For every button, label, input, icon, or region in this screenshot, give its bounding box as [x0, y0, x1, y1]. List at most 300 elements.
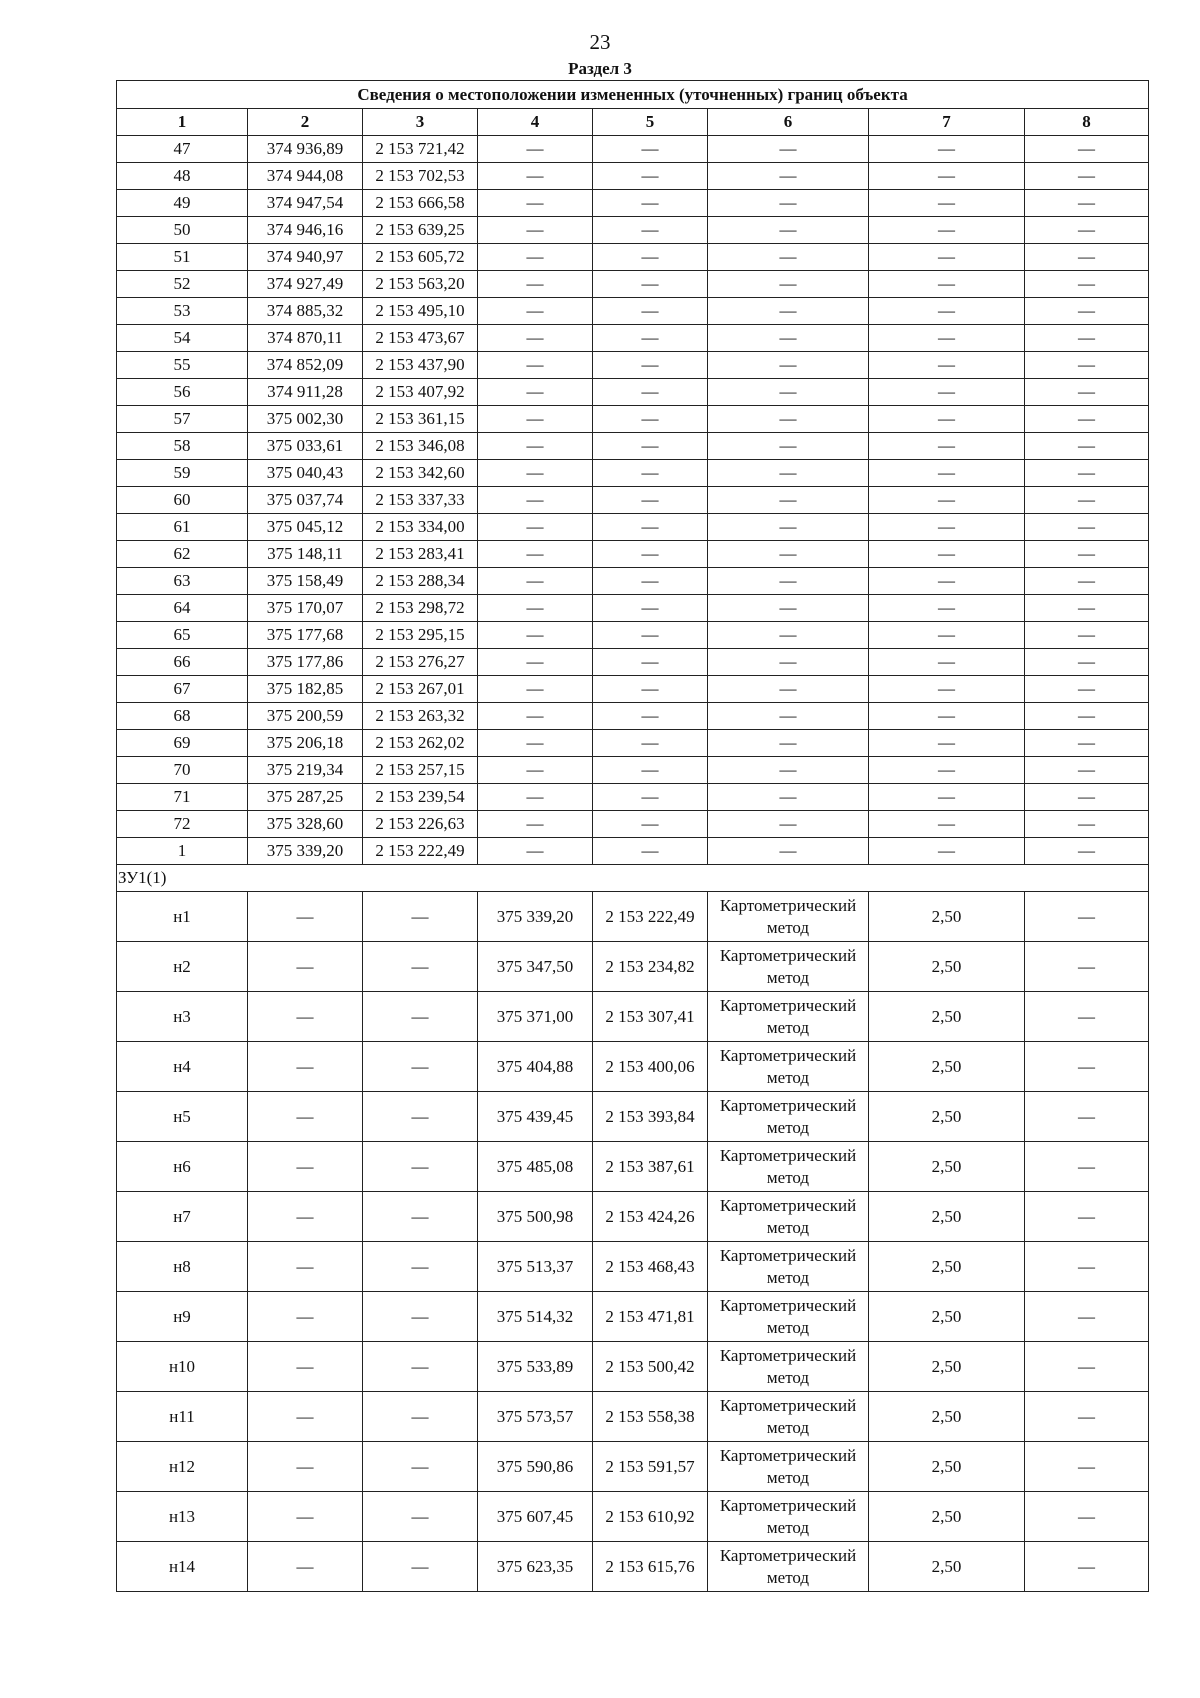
table-cell: — — [1025, 676, 1149, 703]
table-cell: — — [1025, 136, 1149, 163]
table-cell: 2 153 495,10 — [363, 298, 478, 325]
table-cell: — — [593, 298, 708, 325]
table-row — [117, 1542, 1149, 1592]
table-cell: 2 153 591,57 — [593, 1442, 708, 1492]
table-cell: — — [1025, 514, 1149, 541]
column-number: 5 — [593, 109, 708, 136]
table-cell: 64 — [117, 595, 248, 622]
table-cell: 2,50 — [869, 942, 1025, 992]
table-cell: 52 — [117, 271, 248, 298]
table-cell: 375 623,35 — [478, 1542, 593, 1592]
table-cell: — — [478, 514, 593, 541]
table-cell: н7 — [117, 1192, 248, 1242]
table-row — [117, 163, 1149, 190]
table-cell: — — [869, 352, 1025, 379]
table-cell: — — [478, 190, 593, 217]
table-row — [117, 244, 1149, 271]
table-cell: — — [869, 514, 1025, 541]
table-cell: — — [593, 244, 708, 271]
table-cell: 2 153 400,06 — [593, 1042, 708, 1092]
table-row — [117, 992, 1149, 1042]
table-cell: — — [1025, 1292, 1149, 1342]
table-cell: — — [478, 811, 593, 838]
table-row — [117, 325, 1149, 352]
table-cell: — — [1025, 163, 1149, 190]
table-row — [117, 1192, 1149, 1242]
table-cell: — — [1025, 433, 1149, 460]
table-cell: 374 927,49 — [248, 271, 363, 298]
table-cell: 2,50 — [869, 1142, 1025, 1192]
table-cell: н11 — [117, 1392, 248, 1442]
table-cell: — — [1025, 992, 1149, 1042]
table-cell: 2 153 342,60 — [363, 460, 478, 487]
table-cell: — — [708, 325, 869, 352]
table-cell: — — [478, 379, 593, 406]
table-cell: 2 153 393,84 — [593, 1092, 708, 1142]
table-cell: — — [478, 217, 593, 244]
table-cell: — — [248, 1242, 363, 1292]
table-cell: — — [593, 838, 708, 865]
table-cell: — — [1025, 892, 1149, 942]
table-cell: 375 328,60 — [248, 811, 363, 838]
table-cell: 50 — [117, 217, 248, 244]
table-cell: — — [593, 514, 708, 541]
method-cell: Картометрический метод — [708, 1242, 869, 1292]
table-cell: — — [869, 622, 1025, 649]
table-cell: 2 153 226,63 — [363, 811, 478, 838]
table-cell: — — [869, 703, 1025, 730]
table-cell: — — [708, 406, 869, 433]
table-cell: 2 153 234,82 — [593, 942, 708, 992]
table-cell: — — [708, 136, 869, 163]
table-cell: 2 153 262,02 — [363, 730, 478, 757]
table-caption-row — [117, 81, 1149, 109]
table-cell: 375 200,59 — [248, 703, 363, 730]
table-cell: — — [593, 163, 708, 190]
table-cell: 374 936,89 — [248, 136, 363, 163]
group-row — [117, 865, 1149, 892]
table-cell: — — [478, 271, 593, 298]
table-cell: — — [869, 379, 1025, 406]
table-cell: — — [248, 892, 363, 942]
table-cell: — — [708, 784, 869, 811]
table-cell: — — [478, 244, 593, 271]
table-cell: 375 500,98 — [478, 1192, 593, 1242]
table-cell: 2 153 222,49 — [363, 838, 478, 865]
table-cell: 2,50 — [869, 1092, 1025, 1142]
table-cell: н5 — [117, 1092, 248, 1142]
table-cell: — — [593, 595, 708, 622]
group-label: ЗУ1(1) — [117, 865, 1149, 892]
table-cell: 2 153 239,54 — [363, 784, 478, 811]
table-cell: — — [593, 271, 708, 298]
table-row — [117, 298, 1149, 325]
table-row — [117, 811, 1149, 838]
table-cell: — — [869, 811, 1025, 838]
table-cell: — — [593, 217, 708, 244]
table-row — [117, 1492, 1149, 1542]
table-row — [117, 942, 1149, 992]
table-cell: — — [478, 568, 593, 595]
table-cell: 2,50 — [869, 1242, 1025, 1292]
table-cell: — — [363, 1092, 478, 1142]
table-cell: — — [708, 649, 869, 676]
table-cell: н10 — [117, 1342, 248, 1392]
table-cell: 374 940,97 — [248, 244, 363, 271]
table-cell: 70 — [117, 757, 248, 784]
table-cell: н6 — [117, 1142, 248, 1192]
column-number: 3 — [363, 109, 478, 136]
table-cell: 2 153 257,15 — [363, 757, 478, 784]
table-cell: 2 153 473,67 — [363, 325, 478, 352]
table-row — [117, 460, 1149, 487]
table-cell: — — [593, 784, 708, 811]
method-cell: Картометрический метод — [708, 1092, 869, 1142]
table-cell: — — [708, 217, 869, 244]
table-cell: — — [593, 460, 708, 487]
table-cell: — — [363, 1542, 478, 1592]
table-cell: — — [593, 487, 708, 514]
column-number: 2 — [248, 109, 363, 136]
table-row — [117, 838, 1149, 865]
table-row — [117, 271, 1149, 298]
table-row — [117, 1442, 1149, 1492]
table-cell: 375 206,18 — [248, 730, 363, 757]
table-cell: 2 153 558,38 — [593, 1392, 708, 1442]
table-cell: 375 158,49 — [248, 568, 363, 595]
table-cell: — — [1025, 622, 1149, 649]
table-cell: — — [708, 622, 869, 649]
table-cell: — — [708, 271, 869, 298]
table-cell: — — [869, 190, 1025, 217]
table-cell: 2 153 263,32 — [363, 703, 478, 730]
table-cell: — — [478, 406, 593, 433]
table-cell: — — [869, 460, 1025, 487]
table-cell: — — [593, 622, 708, 649]
table-cell: 2 153 337,33 — [363, 487, 478, 514]
table-cell: 374 944,08 — [248, 163, 363, 190]
table-cell: 2,50 — [869, 1492, 1025, 1542]
table-row — [117, 595, 1149, 622]
table-row — [117, 784, 1149, 811]
table-cell: 2 153 298,72 — [363, 595, 478, 622]
table-cell: 375 037,74 — [248, 487, 363, 514]
method-cell: Картометрический метод — [708, 892, 869, 942]
table-cell: 374 852,09 — [248, 352, 363, 379]
table-cell: н2 — [117, 942, 248, 992]
table-cell: — — [248, 1392, 363, 1442]
page-number: 23 — [589, 30, 611, 54]
table-row — [117, 136, 1149, 163]
table-row — [117, 487, 1149, 514]
table-cell: — — [363, 992, 478, 1042]
method-cell: Картометрический метод — [708, 1142, 869, 1192]
table-cell: — — [478, 703, 593, 730]
table-cell: 2 153 307,41 — [593, 992, 708, 1042]
table-cell: 59 — [117, 460, 248, 487]
table-cell: — — [593, 136, 708, 163]
table-cell: — — [248, 1042, 363, 1092]
table-cell: — — [869, 730, 1025, 757]
table-cell: — — [593, 352, 708, 379]
table-cell: — — [1025, 1242, 1149, 1292]
table-cell: — — [478, 595, 593, 622]
table-row — [117, 1142, 1149, 1192]
method-cell: Картометрический метод — [708, 1042, 869, 1092]
table-cell: — — [1025, 649, 1149, 676]
table-cell: — — [1025, 379, 1149, 406]
table-cell: 375 513,37 — [478, 1242, 593, 1292]
table-cell: — — [248, 1342, 363, 1392]
table-cell: 2 153 283,41 — [363, 541, 478, 568]
table-cell: 375 339,20 — [248, 838, 363, 865]
table-cell: 2 153 721,42 — [363, 136, 478, 163]
table-cell: 375 040,43 — [248, 460, 363, 487]
table-cell: 2,50 — [869, 1442, 1025, 1492]
method-cell: Картометрический метод — [708, 1492, 869, 1542]
method-cell: Картометрический метод — [708, 1392, 869, 1442]
table-cell: 2 153 334,00 — [363, 514, 478, 541]
column-number: 7 — [869, 109, 1025, 136]
table-cell: — — [1025, 244, 1149, 271]
table-cell: — — [248, 1092, 363, 1142]
table-cell: — — [1025, 271, 1149, 298]
table-cell: 2 153 605,72 — [363, 244, 478, 271]
table-cell: 68 — [117, 703, 248, 730]
table-cell: — — [363, 1392, 478, 1442]
table-cell: — — [363, 892, 478, 942]
table-cell: — — [1025, 568, 1149, 595]
table-cell: 375 219,34 — [248, 757, 363, 784]
table-row — [117, 433, 1149, 460]
table-cell: 375 533,89 — [478, 1342, 593, 1392]
table-cell: 61 — [117, 514, 248, 541]
table-cell: 67 — [117, 676, 248, 703]
table-cell: 375 287,25 — [248, 784, 363, 811]
column-number: 8 — [1025, 109, 1149, 136]
table-row — [117, 892, 1149, 942]
table-cell: — — [363, 1042, 478, 1092]
table-cell: — — [593, 811, 708, 838]
table-cell: 2,50 — [869, 1542, 1025, 1592]
table-cell: — — [708, 730, 869, 757]
column-number: 1 — [117, 109, 248, 136]
table-cell: — — [248, 1292, 363, 1342]
table-row — [117, 1242, 1149, 1292]
table-cell: — — [363, 1442, 478, 1492]
table-cell: — — [248, 1192, 363, 1242]
table-cell: 375 182,85 — [248, 676, 363, 703]
table-cell: н3 — [117, 992, 248, 1042]
table-cell: — — [248, 1442, 363, 1492]
table-cell: — — [1025, 595, 1149, 622]
table-cell: 375 607,45 — [478, 1492, 593, 1542]
table-row — [117, 190, 1149, 217]
table-row — [117, 622, 1149, 649]
table-cell: — — [708, 460, 869, 487]
table-cell: — — [478, 730, 593, 757]
table-cell: 374 870,11 — [248, 325, 363, 352]
table-cell: — — [363, 1492, 478, 1542]
table-cell: 375 177,68 — [248, 622, 363, 649]
boundary-coordinates-table — [116, 80, 1149, 1592]
table-cell: 66 — [117, 649, 248, 676]
table-cell: 58 — [117, 433, 248, 460]
table-cell: 375 404,88 — [478, 1042, 593, 1092]
table-row — [117, 1042, 1149, 1092]
table-cell: — — [1025, 1442, 1149, 1492]
table-cell: — — [708, 811, 869, 838]
table-cell: 375 033,61 — [248, 433, 363, 460]
table-cell: — — [1025, 811, 1149, 838]
table-cell: 375 514,32 — [478, 1292, 593, 1342]
table-cell: 2 153 610,92 — [593, 1492, 708, 1542]
table-cell: — — [248, 1492, 363, 1542]
table-row — [117, 352, 1149, 379]
table-cell: 2 153 424,26 — [593, 1192, 708, 1242]
column-number-row — [117, 109, 1149, 136]
table-cell: — — [708, 298, 869, 325]
table-cell: — — [593, 757, 708, 784]
table-cell: 375 485,08 — [478, 1142, 593, 1192]
table-cell: н8 — [117, 1242, 248, 1292]
table-caption: Сведения о местоположении измененных (уточненных) границ объекта — [117, 81, 1149, 109]
table-cell: — — [478, 487, 593, 514]
table-cell: — — [1025, 487, 1149, 514]
table-cell: 2 153 639,25 — [363, 217, 478, 244]
table-cell: — — [708, 757, 869, 784]
table-cell: 375 347,50 — [478, 942, 593, 992]
table-cell: н4 — [117, 1042, 248, 1092]
table-cell: 2,50 — [869, 992, 1025, 1042]
table-cell: — — [708, 514, 869, 541]
table-cell: — — [708, 244, 869, 271]
table-cell: 375 590,86 — [478, 1442, 593, 1492]
table-row — [117, 217, 1149, 244]
table-cell: — — [593, 703, 708, 730]
table-cell: 60 — [117, 487, 248, 514]
table-cell: 2,50 — [869, 1042, 1025, 1092]
method-cell: Картометрический метод — [708, 1342, 869, 1392]
table-cell: — — [708, 190, 869, 217]
table-cell: — — [478, 433, 593, 460]
table-cell: — — [1025, 1042, 1149, 1092]
table-cell: — — [708, 703, 869, 730]
table-cell: 2 153 407,92 — [363, 379, 478, 406]
table-cell: — — [593, 406, 708, 433]
table-cell: 374 885,32 — [248, 298, 363, 325]
table-row — [117, 541, 1149, 568]
table-cell: 2 153 563,20 — [363, 271, 478, 298]
table-cell: — — [869, 595, 1025, 622]
table-cell: — — [869, 325, 1025, 352]
table-cell: 1 — [117, 838, 248, 865]
table-cell: 374 947,54 — [248, 190, 363, 217]
table-cell: — — [1025, 838, 1149, 865]
table-row — [117, 676, 1149, 703]
table-cell: 47 — [117, 136, 248, 163]
table-cell: — — [1025, 190, 1149, 217]
table-cell: — — [478, 325, 593, 352]
table-cell: 375 573,57 — [478, 1392, 593, 1442]
table-cell: — — [708, 838, 869, 865]
table-cell: — — [1025, 1392, 1149, 1442]
table-cell: — — [593, 649, 708, 676]
table-cell: — — [869, 298, 1025, 325]
table-row — [117, 514, 1149, 541]
table-row — [117, 568, 1149, 595]
table-cell: — — [1025, 1192, 1149, 1242]
table-row — [117, 730, 1149, 757]
table-cell: — — [363, 942, 478, 992]
table-cell: — — [363, 1242, 478, 1292]
table-cell: 2,50 — [869, 892, 1025, 942]
table-cell: — — [478, 676, 593, 703]
table-cell: 54 — [117, 325, 248, 352]
table-cell: — — [1025, 352, 1149, 379]
table-cell: н14 — [117, 1542, 248, 1592]
table-row — [117, 1342, 1149, 1392]
method-cell: Картометрический метод — [708, 1192, 869, 1242]
table-cell: 2,50 — [869, 1342, 1025, 1392]
table-cell: — — [1025, 1492, 1149, 1542]
table-cell: — — [1025, 1342, 1149, 1392]
table-cell: н13 — [117, 1492, 248, 1542]
table-cell: — — [869, 136, 1025, 163]
table-cell: — — [708, 487, 869, 514]
table-row — [117, 649, 1149, 676]
table-cell: 2,50 — [869, 1292, 1025, 1342]
table-cell: 65 — [117, 622, 248, 649]
table-cell: 2 153 387,61 — [593, 1142, 708, 1192]
table-cell: 72 — [117, 811, 248, 838]
table-cell: 2 153 471,81 — [593, 1292, 708, 1342]
table-cell: — — [869, 838, 1025, 865]
table-row — [117, 703, 1149, 730]
table-cell: 2 153 468,43 — [593, 1242, 708, 1292]
table-cell: — — [708, 568, 869, 595]
table-cell: н1 — [117, 892, 248, 942]
table-cell: 62 — [117, 541, 248, 568]
table-cell: н12 — [117, 1442, 248, 1492]
table-cell: н9 — [117, 1292, 248, 1342]
table-cell: 375 045,12 — [248, 514, 363, 541]
table-cell: — — [478, 136, 593, 163]
table-cell: — — [869, 487, 1025, 514]
table-cell: — — [593, 433, 708, 460]
table-cell: — — [708, 595, 869, 622]
table-cell: — — [363, 1142, 478, 1192]
table-cell: 2 153 666,58 — [363, 190, 478, 217]
table-cell: 2 153 615,76 — [593, 1542, 708, 1592]
table-cell: 48 — [117, 163, 248, 190]
table-cell: — — [708, 379, 869, 406]
table-cell: — — [869, 784, 1025, 811]
table-cell: — — [708, 163, 869, 190]
table-cell: — — [593, 325, 708, 352]
table-cell: — — [869, 676, 1025, 703]
table-cell: — — [248, 942, 363, 992]
table-cell: — — [869, 244, 1025, 271]
table-cell: — — [708, 676, 869, 703]
method-cell: Картометрический метод — [708, 1442, 869, 1492]
table-cell: 57 — [117, 406, 248, 433]
table-cell: 375 177,86 — [248, 649, 363, 676]
table-cell: 51 — [117, 244, 248, 271]
table-cell: — — [248, 1542, 363, 1592]
table-cell: — — [869, 649, 1025, 676]
table-cell: 374 946,16 — [248, 217, 363, 244]
